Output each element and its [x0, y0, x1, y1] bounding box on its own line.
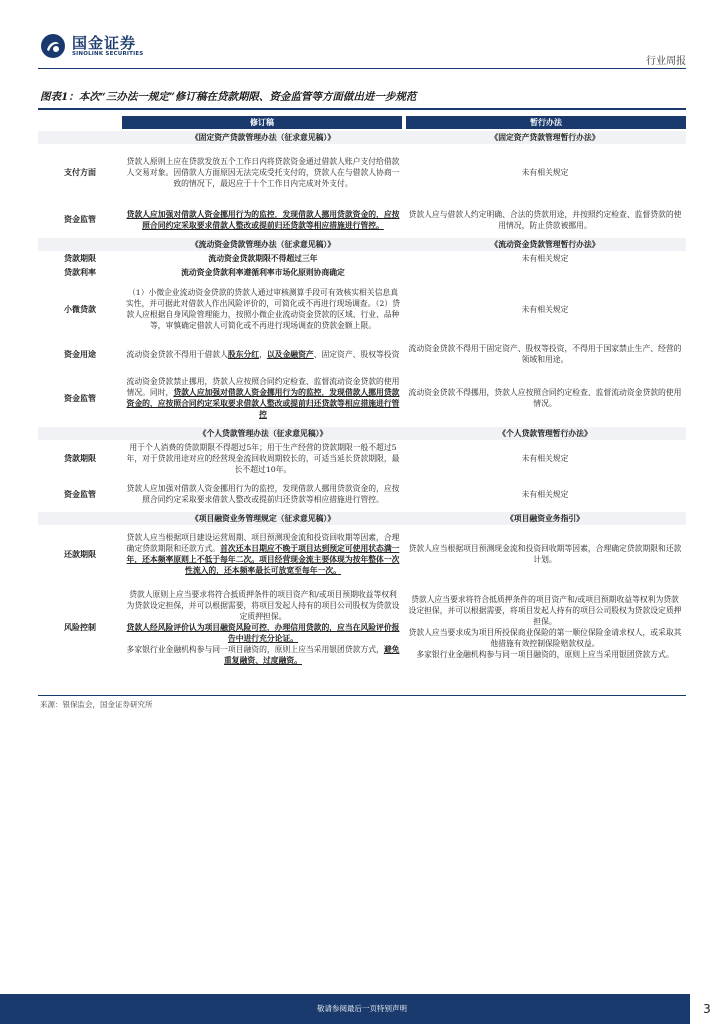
cell-revised: 流动资金贷款不得用于借款人股东分红，以及金融资产、固定资产、股权等投资 [126, 349, 400, 359]
cell-revised: （1）小微企业流动资金贷款的贷款人通过审核测算手段可有效核实相关信息真实性，并可据此对借款人作出风险评价的，可简化或不再进行现场调查。（2）贷款人应根据自身风险管理能力，按照小微企业流动资金贷款的区域、行业、品种等，审慎确定借款人可简化或不再进行现场调查的贷款金额上限。 [126, 288, 400, 330]
cell-interim: 贷款人应当根据项目预测现金流和投资回收期等因素，合理确定贷款期限和还款计划。 [408, 544, 682, 564]
section-title-right: 《项目融资业务指引》 [506, 514, 584, 523]
section-title-row [38, 427, 686, 440]
company-logo [40, 33, 143, 59]
comparison-table [38, 116, 686, 671]
cell-interim: 未有相关规定 [521, 253, 569, 263]
cell-interim: 未有相关规定 [521, 453, 569, 463]
cell-interim: 流动资金贷款不得挪用，贷款人应按照合同约定检查、监督流动资金贷款的使用情况。 [408, 388, 682, 408]
section-title-row [38, 238, 686, 251]
cell-interim: 未有相关规定 [521, 168, 569, 177]
table-row [38, 279, 686, 339]
section-title-right: 《个人贷款管理暂行办法》 [498, 429, 592, 438]
cell-revised: 贷款人应当根据项目建设运营周期、项目预测现金流和投资回收期等因素，合理确定贷款期限和还款方式。首次还本日期应不晚于项目达到预定可使用状态满一年，还本频率原则上不低于每年二次。项目经营现金流主要体现为按年整体一次性流入的，还本频率最长可放宽至每年一次。 [126, 533, 400, 575]
figure-title: 图表1：本次“三办法一规定”修订稿在贷款期限、资金监管等方面做出进一步规范 [40, 91, 417, 103]
header-divider [38, 68, 686, 69]
section-title-left: 《固定资产贷款管理办法（征求意见稿）》 [190, 133, 336, 142]
cell-revised: 用于个人消费的贷款期限不得超过5年；用于生产经营的贷款期限一般不超过5年，对于贷款用途对应的经营现金流回收周期较长的，可适当延长贷款期限，最长不超过10年。 [126, 442, 400, 474]
cell-interim: 贷款人应当要求将符合抵质押条件的项目资产和/或项目预期收益等权利为贷款设定担保，并可以根据需要，将项目发起人持有的项目公司股权为贷款设定质押担保。 贷款人应当要求成为项目所投保商业保险的第一顺位保险金请求权人，或采取其他措施有效控制保险赔款权益。 多家银行业金融机构参与同一项目融资的，原则上应当采用银团贷款方式。 [408, 595, 682, 659]
report-type-label: 行业周报 [646, 56, 686, 67]
cell-revised: 流动资金贷款禁止挪用，贷款人应按照合同约定检查、监督流动资金贷款的使用情况。同时，贷款人应加强对借款人资金挪用行为的监控，发现借款人挪用贷款资金的，应按照合同约定采取要求借款人整改或提前归还贷款等相应措施进行管控 [126, 377, 400, 419]
section-title-row [38, 512, 686, 525]
section-title-right: 《固定资产贷款管理暂行办法》 [490, 133, 600, 142]
row-label: 贷款期限 [64, 252, 96, 263]
row-label: 还款期限 [64, 548, 96, 559]
page-header [0, 0, 724, 70]
row-label: 贷款利率 [64, 266, 96, 277]
table-row [38, 201, 686, 238]
footer-disclaimer: 敬请参阅最后一页特别声明 [317, 1004, 407, 1013]
source-divider [38, 695, 686, 696]
row-label: 小微贷款 [64, 303, 96, 314]
cell-interim: 贷款人应与借款人约定明确、合法的贷款用途，并按照约定检查、监督贷款的使用情况，防止贷款被挪用。 [408, 209, 682, 230]
table-row [38, 339, 686, 369]
table-row [38, 144, 686, 201]
section-title-left: 《项目融资业务管理规定（征求意见稿）》 [190, 514, 336, 523]
cell-interim: 未有相关规定 [521, 304, 569, 314]
table-row [38, 583, 686, 671]
cell-interim: 流动资金贷款不得用于固定资产、股权等投资，不得用于国家禁止生产、经营的领域和用途。 [408, 344, 682, 364]
cell-revised: 流动资金贷款期限不得超过三年 [208, 253, 318, 263]
table-row [38, 251, 686, 265]
table-row [38, 440, 686, 476]
column-header-interim: 暂行办法 [406, 116, 686, 129]
figure-title-divider [38, 108, 686, 110]
section-title-left: 《流动资金贷款管理办法（征求意见稿）》 [190, 240, 336, 249]
cell-interim [404, 265, 686, 279]
section-title-left: 《个人贷款管理办法（征求意见稿）》 [198, 429, 328, 438]
source-note: 来源：银保监会，国金证券研究所 [40, 700, 153, 709]
page-number: 3 [690, 994, 724, 1024]
table-row [38, 476, 686, 512]
table-row [38, 369, 686, 427]
logo-icon [40, 33, 66, 59]
cell-revised: 贷款人应加强对借款人资金挪用行为的监控，发现借款人挪用贷款资金的，应按照合同约定采取要求借款人整改或提前归还贷款等相应措施进行管控。 [126, 484, 400, 504]
cell-interim: 未有相关规定 [521, 489, 569, 499]
logo-english-name: SINOLINK SECURITIES [72, 51, 144, 57]
cell-revised: 贷款人原则上应在贷款发放五个工作日内将贷款资金通过借款人账户支付给借款人交易对象。因借款人方面原因无法完成受托支付的，贷款人在与借款人协商一致的情况下，最迟应于十个工作日内完成对外支付。 [126, 157, 400, 188]
cell-revised: 流动资金贷款利率遵循利率市场化原则协商确定 [181, 267, 345, 277]
row-label: 贷款期限 [64, 452, 96, 463]
section-title-right: 《流动资金贷款管理暂行办法》 [490, 240, 600, 249]
column-header-revised: 修订稿 [122, 116, 402, 129]
row-label: 资金监管 [64, 488, 96, 499]
row-label: 资金监管 [64, 392, 96, 403]
cell-revised: 贷款人原则上应当要求将符合抵质押条件的项目资产和/或项目预期收益等权利为贷款设定担保，并可以根据需要，将项目发起人持有的项目公司股权为贷款设定质押担保。 贷款人经风险评价认为项目融资风险可控，办理信用贷款的，应当在风险评价报告中进行充分论证。 多家银行业金融机构参与同一项目融资的，原则上应当采用银团贷款方式，避免重复融资、过度融资。 [126, 589, 400, 665]
cell-revised: 贷款人应加强对借款人资金挪用行为的监控，发现借款人挪用贷款资金的，应按照合同约定采取要求借款人整改或提前归还贷款等相应措施进行管控。 [126, 209, 400, 230]
table-header-row [38, 116, 686, 129]
logo-chinese-name: 国金证券 [72, 34, 137, 52]
section-title-row [38, 131, 686, 144]
row-label: 资金监管 [64, 214, 96, 224]
row-label: 资金用途 [64, 348, 96, 359]
row-label: 风险控制 [64, 621, 96, 632]
table-row [38, 525, 686, 583]
table-row [38, 265, 686, 279]
row-label: 支付方面 [64, 167, 96, 177]
